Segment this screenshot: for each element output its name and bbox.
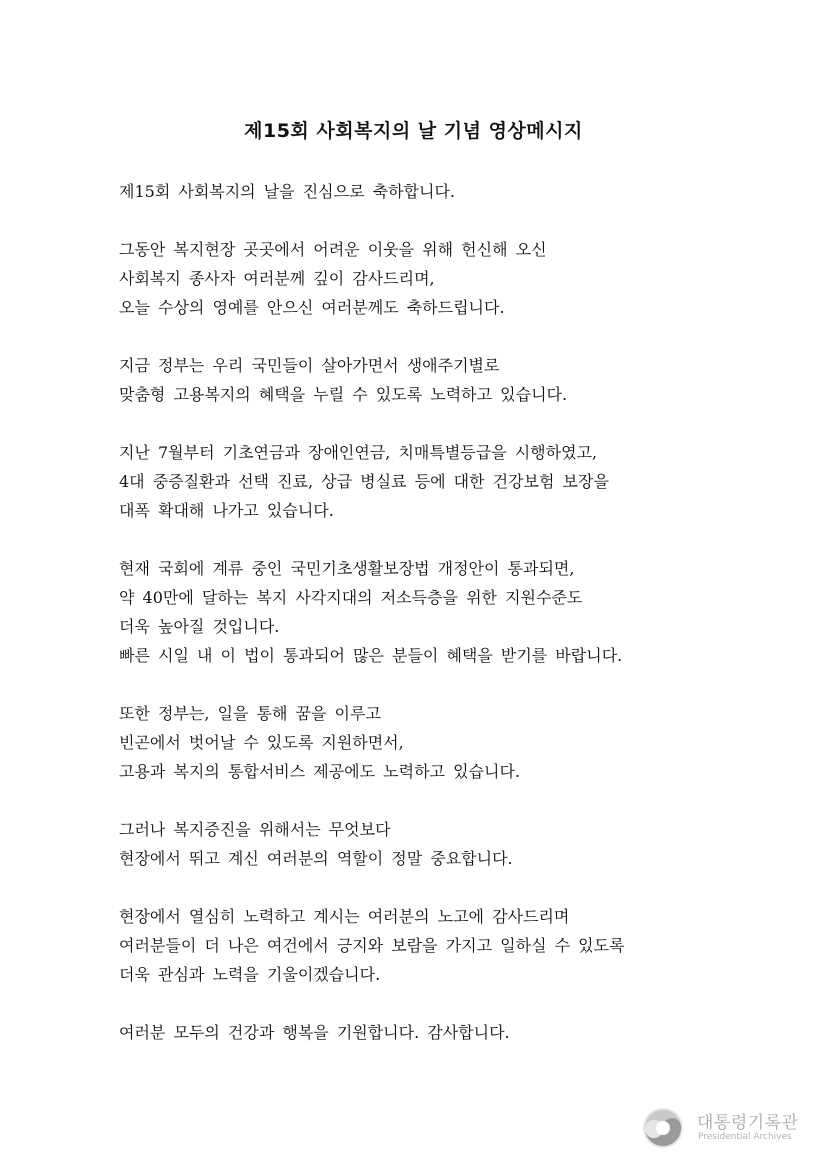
taegeuk-seal-icon (641, 1106, 685, 1150)
text-line: 4대 중증질환과 선택 진료, 상급 병실료 등에 대한 건강보험 보장을 (119, 472, 609, 491)
text-line: 대폭 확대해 나가고 있습니다. (119, 501, 334, 520)
archive-watermark (641, 1104, 801, 1152)
text-line: 빈곤에서 벗어날 수 있도록 지원하면서, (119, 733, 404, 752)
paragraph (119, 699, 739, 786)
archive-subtitle: Presidential Archives (698, 1132, 792, 1142)
text-line: 현장에서 열심히 노력하고 계시는 여러분의 노고에 감사드리며 (119, 907, 570, 926)
text-line: 현장에서 뛰고 계신 여러분의 역할이 정말 중요합니다. (119, 849, 513, 868)
text-line: 빠른 시일 내 이 법이 통과되어 많은 분들이 혜택을 받기를 바랍니다. (119, 646, 623, 665)
text-line: 지금 정부는 우리 국민들이 살아가면서 생애주기별로 (119, 356, 500, 375)
text-line: 더욱 관심과 노력을 기울이겠습니다. (119, 965, 381, 984)
text-line: 약 40만에 달하는 복지 사각지대의 저소득층을 위한 지원수준도 (119, 588, 583, 607)
text-line: 여러분 모두의 건강과 행복을 기원합니다. 감사합니다. (119, 1023, 510, 1042)
text-line: 제15회 사회복지의 날을 진심으로 축하합니다. (119, 182, 455, 201)
text-line: 사회복지 종사자 여러분께 깊이 감사드리며, (119, 269, 435, 288)
paragraph (119, 815, 739, 873)
text-line: 고용과 복지의 통합서비스 제공에도 노력하고 있습니다. (119, 762, 521, 781)
text-line: 또한 정부는, 일을 통해 꿈을 이루고 (119, 704, 381, 723)
text-line: 지난 7월부터 기초연금과 장애인연금, 치매특별등급을 시행하였고, (119, 443, 598, 462)
text-line: 더욱 높아질 것입니다. (119, 617, 280, 636)
text-line: 오늘 수상의 영예를 안으신 여러분께도 축하드립니다. (119, 298, 505, 317)
text-line: 맞춤형 고용복지의 혜택을 누릴 수 있도록 노력하고 있습니다. (119, 385, 568, 404)
text-line: 여러분들이 더 나은 여건에서 긍지와 보람을 가지고 일하실 수 있도록 (119, 936, 625, 955)
paragraph (119, 351, 739, 409)
paragraph (119, 438, 739, 525)
paragraph (119, 902, 739, 989)
document-body (119, 177, 739, 1076)
text-line: 그동안 복지현장 곳곳에서 어려운 이웃을 위해 헌신해 오신 (119, 240, 547, 259)
paragraph (119, 1018, 739, 1047)
paragraph (119, 235, 739, 322)
archive-name: 대통령기록관 (697, 1113, 799, 1133)
document-title: 제15회 사회복지의 날 기념 영상메시지 (244, 120, 583, 142)
paragraph (119, 177, 739, 206)
text-line: 그러나 복지증진을 위해서는 무엇보다 (119, 820, 391, 839)
text-line: 현재 국회에 계류 중인 국민기초생활보장법 개정안이 통과되면, (119, 559, 575, 578)
paragraph (119, 554, 739, 670)
